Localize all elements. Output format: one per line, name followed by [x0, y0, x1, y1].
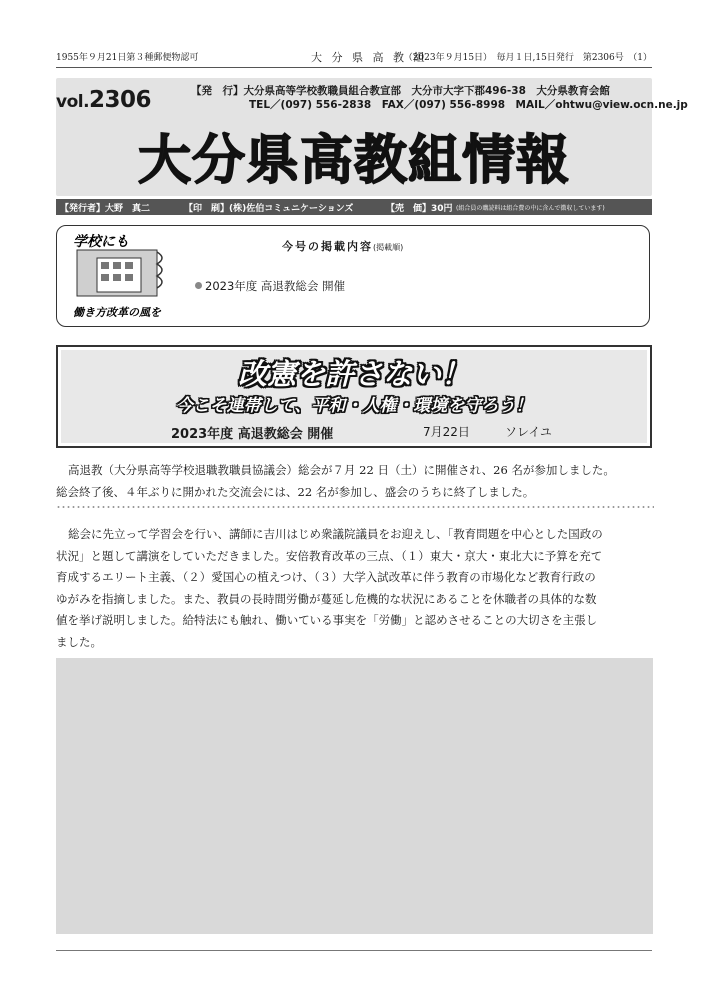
svg-text:働き方改革の風を: 働き方改革の風を [73, 306, 161, 319]
divider [56, 950, 652, 951]
article-banner [56, 345, 652, 448]
issue-date-number: （2023年９月15日） 毎月１日,15日発行 第2306号 （1） [403, 53, 652, 63]
campaign-logo [67, 230, 179, 322]
price-note: (組合員の購読料は組合費の中に含んで徴収しています) [456, 205, 605, 212]
contents-box [56, 225, 650, 327]
banner-venue: ソレイユ [505, 425, 552, 439]
volume-number: vol.2306 [56, 87, 152, 113]
publisher-phone-mail: TEL／(097) 556-2838 FAX／(097) 556-8998 MAIL／ohtwu@view.ocn.ne.jp [249, 99, 688, 111]
publisher-contact [191, 84, 688, 112]
printer-name: 【印 刷】(株)佐伯コミュニケーションズ [184, 204, 354, 214]
contents-item[interactable]: 2023年度 高退教総会 開催 [195, 278, 345, 294]
publisher-address: 【発 行】大分県高等学校教職員組合教宣部 大分市大字下郡496-38 大分県教育会館 [191, 85, 610, 97]
banner-title: 改憲を許さない！ [237, 357, 470, 391]
issue-meta-line [56, 50, 652, 64]
photo-placeholder [56, 658, 653, 934]
newsletter-title: 大分県高教組情報 [138, 130, 570, 191]
banner-event: 2023年度 高退教総会 開催 [171, 427, 334, 442]
contents-heading: 今号の掲載内容(掲載順) [282, 240, 404, 253]
article-intro: 高退教（大分県高等学校退職教職員協議会）総会が７月 22 日（土）に開催され、26 名が参加しました。 総会終了後、４年ぶりに開かれた交流会には、22 名が参加し、盛会のうちに終了しました。 [56, 463, 615, 499]
divider [56, 67, 652, 68]
postal-permit: 1955年９月21日第３種郵便物認可 [56, 53, 199, 63]
price: 【売 価】30円 [386, 204, 453, 214]
svg-text:学校にも: 学校にも [73, 234, 129, 250]
org-name: 大 分 県 高 教 組 [311, 51, 428, 64]
banner-subtitle: 今こそ連帯して、平和・人権・環境を守ろう！ [175, 396, 533, 416]
article-body: 総会に先立って学習会を行い、講師に吉川はじめ衆議院議員をお迎えし、「教育問題を中心とした国政の 状況」と題して講演をしていただきました。安倍教育改革の三点、（１）東大・京大・東北大に予算を充て 育成するエリート主義、（２）愛国心の植えつけ、（３）大学入試改革に伴う教育の市場化など教育行政の ゆがみを指摘しました。また、教員の長時間労働が蔓延し危機的な状況にあることを休職者の具体的な数 値を挙げ説明しました。給特法にも触れ、働いている事実を「労働」と認めさせることの大切さを主張し ました。 [56, 527, 603, 649]
bullet-icon [195, 282, 202, 289]
publisher-name: 【発行者】大野 真二 [60, 204, 151, 214]
masthead-info-bar [56, 199, 652, 215]
banner-date: 7月22日 [423, 425, 470, 439]
dotted-divider [56, 506, 654, 508]
